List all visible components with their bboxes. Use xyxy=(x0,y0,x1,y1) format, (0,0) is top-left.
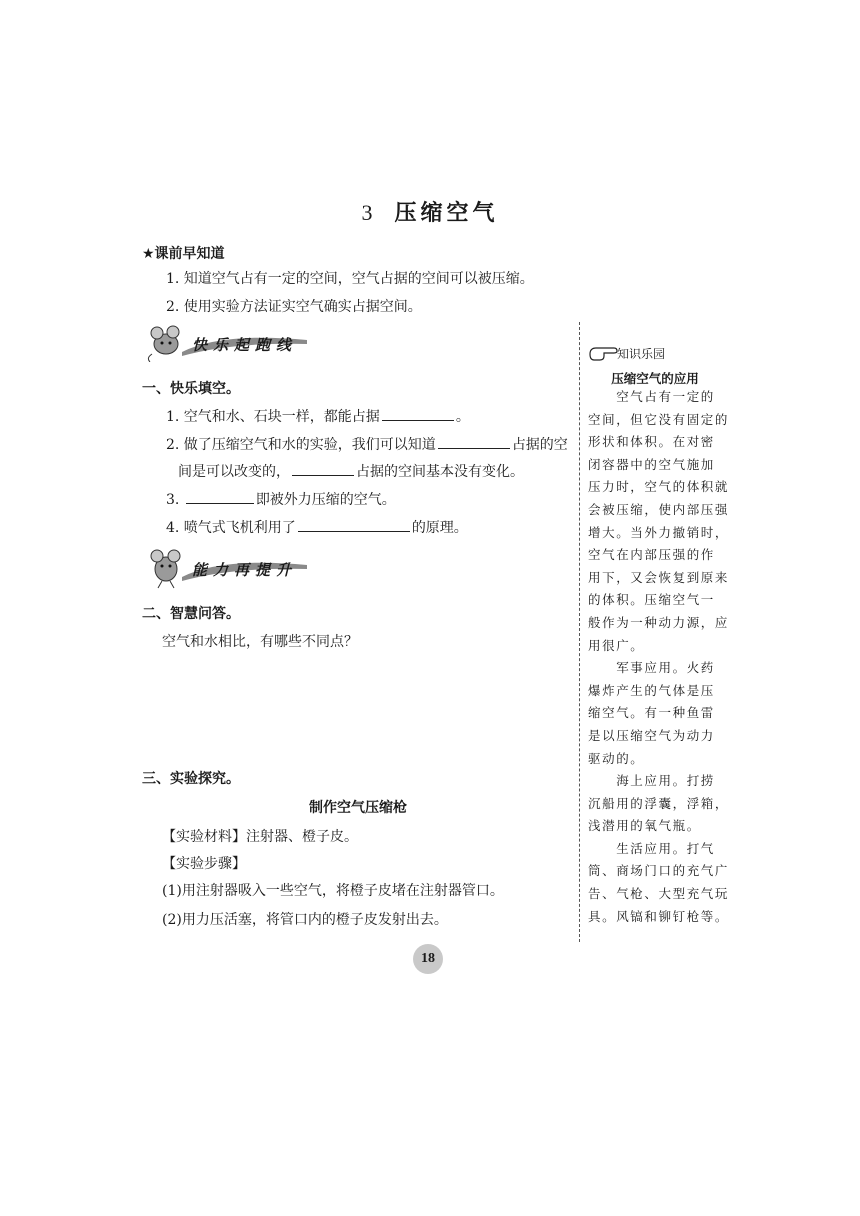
q2-text-b: 占据的空 xyxy=(511,437,568,453)
pointing-hand-icon xyxy=(588,344,618,362)
q2-blank-2[interactable] xyxy=(292,461,354,476)
q2-blank-1[interactable] xyxy=(438,434,510,449)
q1-blank[interactable] xyxy=(382,406,454,421)
sidebar-line: 驱动的。 xyxy=(588,750,645,766)
prep-item-1: 1. 知道空气占有一定的空间，空气占据的空间可以被压缩。 xyxy=(166,271,534,287)
experiment-materials: 【实验材料】注射器、橙子皮。 xyxy=(162,829,358,845)
sidebar-divider xyxy=(579,322,580,942)
banner-happy-start-label: 快乐起跑线 xyxy=(192,336,298,354)
section2-question: 空气和水相比，有哪些不同点？ xyxy=(162,634,358,650)
sidebar-line: 军事应用。火药 xyxy=(588,660,715,676)
sidebar-line: 形状和体积。在对密 xyxy=(588,434,715,450)
sidebar-line: 是以压缩空气为动力 xyxy=(588,727,715,743)
q4-blank[interactable] xyxy=(298,517,410,532)
sidebar-line: 空间，但它没有固定的 xyxy=(588,411,730,427)
page-number: 18 xyxy=(413,944,443,974)
lesson-number: 3 xyxy=(361,200,377,225)
sidebar-line: 用很广。 xyxy=(588,637,645,653)
sidebar-label: 知识乐园 xyxy=(617,347,666,361)
sidebar-line: 般作为一种动力源，应 xyxy=(588,614,730,630)
sidebar-line: 用下，又会恢复到原来 xyxy=(588,569,730,585)
sidebar-body xyxy=(588,386,728,928)
sidebar-title: 压缩空气的应用 xyxy=(611,371,699,386)
page-title xyxy=(0,196,860,227)
q1-end: 。 xyxy=(455,409,470,425)
sidebar-line: 缩空气。有一种鱼雷 xyxy=(588,705,715,721)
q4-text-b: 的原理。 xyxy=(411,520,468,536)
sidebar-line: 空气在内部压强的作 xyxy=(588,547,715,563)
fill-question-2 xyxy=(166,434,568,454)
banner-ability-up xyxy=(142,545,312,585)
sidebar-line: 海上应用。打捞 xyxy=(588,773,715,789)
experiment-step-2: (2)用力压活塞，将管口内的橙子皮发射出去。 xyxy=(162,912,448,928)
sidebar-line: 告、气枪、大型充气玩 xyxy=(588,886,730,902)
section1-heading: 一、快乐填空。 xyxy=(142,381,240,397)
sidebar-line: 闭容器中的空气施加 xyxy=(588,456,715,472)
sidebar-line: 筒、商场门口的充气广 xyxy=(588,863,730,879)
sidebar-line: 爆炸产生的气体是压 xyxy=(588,682,715,698)
sidebar-line: 浅潜用的氧气瓶。 xyxy=(588,818,701,834)
experiment-steps-label: 【实验步骤】 xyxy=(162,856,246,872)
fill-question-1 xyxy=(166,406,470,426)
experiment-step-1: (1)用注射器吸入一些空气，将橙子皮堵在注射器管口。 xyxy=(162,883,504,899)
prep-item-2: 2. 使用实验方法证实空气确实占据空间。 xyxy=(166,299,422,315)
q2-text-d: 占据的空间基本没有变化。 xyxy=(356,464,524,480)
q2-text-c: 间是可以改变的， xyxy=(178,464,290,480)
fill-question-2-cont xyxy=(178,461,524,481)
sidebar-line: 具。风镐和铆钉枪等。 xyxy=(588,908,730,924)
q3-text: 3. xyxy=(166,492,184,508)
fill-question-3 xyxy=(166,489,396,509)
sidebar-line: 空气占有一定的 xyxy=(588,389,715,404)
lesson-title: 压缩空气 xyxy=(394,200,499,226)
sidebar-line: 压力时，空气的体积就 xyxy=(588,479,730,495)
sidebar-line: 沉船用的浮囊，浮箱， xyxy=(588,795,730,811)
banner-ability-up-label: 能力再提升 xyxy=(192,561,298,579)
sidebar-line: 生活应用。打气 xyxy=(588,840,715,856)
sidebar-line: 增大。当外力撤销时， xyxy=(588,524,730,540)
q3-text-b: 即被外力压缩的空气。 xyxy=(255,492,396,508)
banner-happy-start xyxy=(142,322,312,362)
fill-question-4 xyxy=(166,517,468,537)
q2-text: 2. 做了压缩空气和水的实验，我们可以知道 xyxy=(166,437,436,453)
section3-heading: 三、实验探究。 xyxy=(142,771,240,787)
section2-heading: 二、智慧问答。 xyxy=(142,606,240,622)
q1-text: 1. 空气和水、石块一样，都能占据 xyxy=(166,409,380,425)
sidebar-line: 的体积。压缩空气一 xyxy=(588,592,715,608)
experiment-title: 制作空气压缩枪 xyxy=(309,800,407,816)
q3-blank[interactable] xyxy=(186,489,254,504)
q4-text: 4. 喷气式飞机利用了 xyxy=(166,520,296,536)
prep-heading: ★课前早知道 xyxy=(142,246,225,262)
sidebar-line: 会被压缩，使内部压强 xyxy=(588,501,730,517)
